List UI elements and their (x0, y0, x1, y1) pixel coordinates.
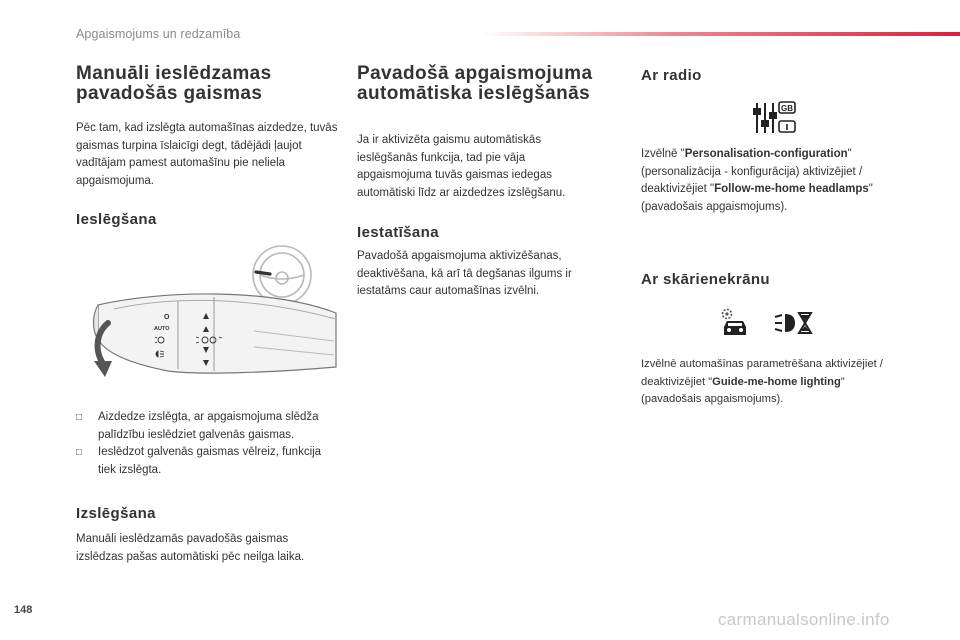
auto-lighting-title-line2: automātiska ieslēgšanās (357, 83, 591, 104)
running-header: Apgaismojums un redzamība (76, 27, 241, 41)
column-configuration (641, 64, 901, 409)
checkbox-bullet-icon: □ (76, 412, 83, 423)
auto-lighting-title-line1: Pavadošā apgaismojuma (357, 63, 593, 84)
manual-lighting-title (76, 64, 338, 104)
column-manual-lighting (76, 64, 338, 566)
manual-lighting-title-line1: Manuāli ieslēdzamas (76, 63, 272, 84)
checkbox-bullet-icon: □ (76, 447, 83, 458)
switch-on-steps (76, 409, 338, 479)
step-text: Aizdedze izslēgta, ar apgaismojuma slēdža palīdzību ieslēdziet galvenās gaismas. (98, 411, 319, 441)
list-item (76, 444, 338, 479)
lighting-stalk-illustration (78, 243, 338, 391)
touchscreen-icons (719, 307, 901, 339)
radio-instructions (641, 146, 901, 216)
stalk-label-auto: AUTO (154, 326, 170, 332)
watermark: carmanualsonline.info (718, 610, 890, 629)
radio-option-name: Follow-me-home headlamps (714, 183, 869, 195)
stalk-indicator-mark (256, 272, 270, 274)
list-item (76, 409, 338, 444)
radio-text-part: " (personalizācija - konfigurācija) aktivizējiet / deaktivizējiet " (641, 148, 863, 195)
vehicle-settings-icon (719, 307, 751, 339)
switch-off-text: Manuāli ieslēdzamās pavadošās gaismas izslēdzas pašas automātiski pēc neilga laika. (76, 533, 305, 563)
touchscreen-instructions (641, 356, 901, 409)
settings-heading: Iestatīšana (357, 224, 439, 241)
radio-text-part: " (pavadošais apgaismojums). (641, 183, 873, 213)
manual-lighting-title-line2: pavadošās gaismas (76, 83, 263, 104)
switch-on-heading: Ieslēgšana (76, 211, 157, 228)
touchscreen-heading: Ar skārienekrānu (641, 271, 770, 288)
touch-text-part: " (pavadošais apgaismojums). (641, 375, 845, 405)
headlamp-timer-icon (773, 311, 813, 335)
step-text: Ieslēdzot galvenās gaismas vēlreiz, funkcija tiek izslēgta. (98, 446, 322, 476)
radio-menu-name: Personalisation-configuration (684, 148, 848, 160)
steering-wheel-icon (253, 246, 311, 304)
settings-text: Pavadošā apgaismojuma aktivizēšanas, deaktivēšana, kā arī tā degšanas ilgums ir iestatāms caur automašīnas izvēlni. (357, 250, 572, 297)
stalk-label-o: O (164, 314, 170, 321)
header-rule (480, 32, 960, 36)
language-label: GB (781, 104, 793, 113)
column-automatic-lighting (357, 64, 597, 301)
sliders-icon (754, 103, 776, 133)
radio-settings-icon (753, 99, 901, 137)
page-number: 148 (14, 604, 33, 616)
auto-lighting-title (357, 64, 597, 104)
touch-text-part: Izvēlnē automašīnas parametrēšana aktivizējiet / deaktivizējiet " (641, 358, 883, 388)
touch-option-name: Guide-me-home lighting (712, 375, 841, 388)
switch-off-heading: Izslēgšana (76, 505, 156, 522)
radio-heading: Ar radio (641, 67, 702, 84)
auto-lighting-intro: Ja ir aktivizēta gaismu automātiskās ieslēgšanās funkcija, tad pie vāja apgaismojuma tuvās gaismas iedegas automātiski līdz ar aizdedzes izslēgšanu. (357, 134, 566, 199)
manual-lighting-intro: Pēc tam, kad izslēgta automašīnas aizdedze, tuvās gaismas turpina īslaicīgi degt, tādējādi ļaujot vadītājam pamest automašīnu pie neliela apgaismojuma. (76, 122, 338, 187)
radio-text-part: Izvēlnē " (641, 148, 685, 160)
lighting-stalk (94, 294, 337, 373)
